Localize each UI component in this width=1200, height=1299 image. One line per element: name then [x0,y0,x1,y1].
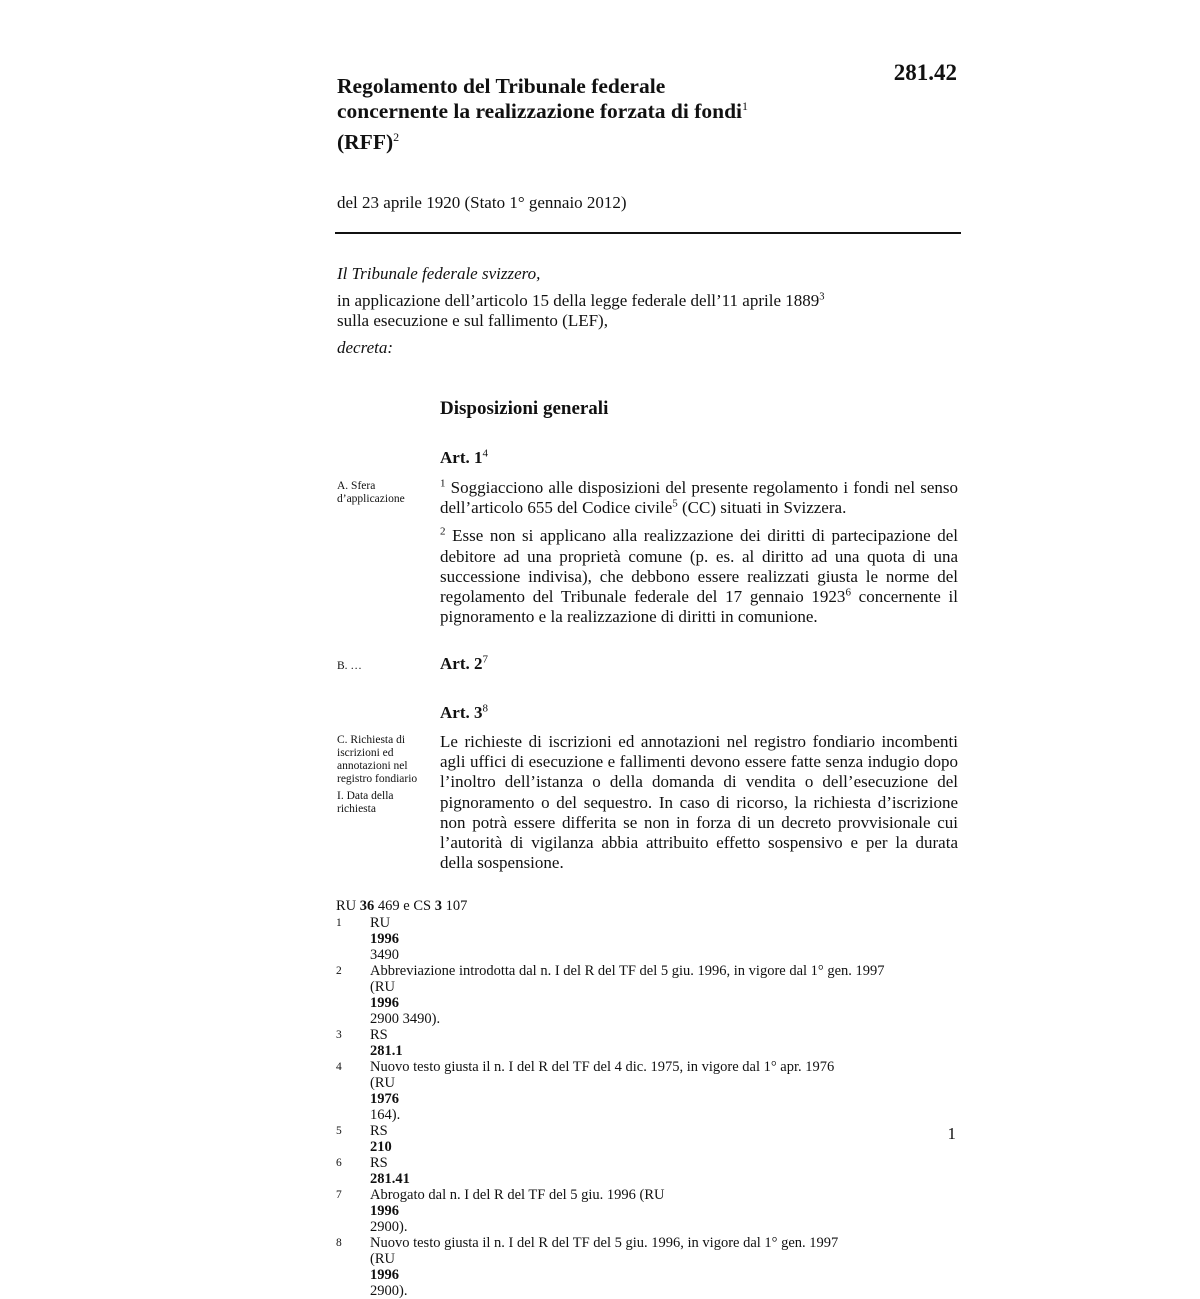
title-line-1: Regolamento del Tribunale federale [337,74,666,98]
footnote-line: RS 281.1 [370,1027,403,1059]
title-abbreviation [337,130,877,155]
margin-note-line: iscrizioni ed [337,747,394,759]
footnote-item [336,1155,956,1187]
preamble [337,264,957,358]
footnote-item [336,1187,956,1235]
footnote-text [370,1027,956,1059]
paragraph-text: (CC) situati in Svizzera. [677,498,847,518]
footnote-ref[interactable]: 4 [482,447,488,460]
paragraph-text: Esse non si applicano alla realizzazione dei diritti di partecipazione del debitore ad una proprietà comune (p. es. al diritto ad una quota di una successione indivisa), che debbono essere realizzati giusta le norme del regolamento del Tribunale federale del 17 gennaio 1923 [440,526,958,607]
preamble-decree: decreta: [337,337,394,357]
margin-note-line: C. Richiesta di [337,734,406,746]
article-title-text: Art. 3 [440,703,483,722]
header-divider [335,232,961,234]
footnote-line: RS 281.41 [370,1155,410,1187]
paragraph-text: Soggiacciono alle disposizioni del presente regolamento i fondi nel senso dell’articolo 655 del Codice civile [440,478,958,518]
footnote-number: 8 [336,1237,342,1249]
article-2-title [440,654,488,674]
footnote-line: RU 1996 3490 [370,915,399,963]
article-3-title [440,703,488,723]
date-line: del 23 aprile 1920 (Stato 1° gennaio 2012) [337,193,627,212]
article-1-margin-note [337,480,421,506]
article-title-text: Art. 2 [440,654,483,673]
footnote-line: Nuovo testo giusta il n. I del R del TF del 4 dic. 1975, in vigore dal 1° apr. 1976 [370,1059,835,1075]
article-1-body [440,478,958,627]
footnote-number: 5 [336,1125,342,1137]
footnote-text [370,1123,956,1155]
margin-note-line: B. … [337,660,362,672]
margin-note-line: A. Sfera [337,480,376,492]
footnote-text [370,963,956,1027]
footnote-ref[interactable]: 2 [393,129,400,144]
article-3-margin-note [337,734,421,816]
margin-note-line: d’applicazione [337,493,405,505]
footnote-text [370,1155,956,1187]
footnote-line: (RU 1996 2900). [370,1251,408,1299]
footnote-item [336,963,956,1027]
footnote-line: RS 210 [370,1123,392,1155]
article-3-paragraph: Le richieste di iscrizioni ed annotazioni nel registro fondiario incombenti agli uffici di esecuzione e fallimenti devono essere fatte senza indugio dopo l’inoltro dell’istanza o della domanda di vendita o dell’esecuzione del pignoramento o del sequestro. In caso di ricorso, la richiesta d’iscrizione non potrà essere differita se non in forza di un decreto provvisionale cui l’autorità di vigilanza abbia attribuito effetto sospensivo e per la durata della sospensione. [440,732,958,873]
preamble-issuer: Il Tribunale federale svizzero, [337,264,541,283]
footnote-text [370,1187,956,1235]
sr-number: 281.42 [893,60,957,85]
footnote-number: 4 [336,1061,342,1073]
title-line-2 [337,99,877,124]
footnote-number: 7 [336,1189,342,1201]
article-2-margin-note [337,660,421,673]
preamble-basis-text: in applicazione dell’articolo 15 della legge federale dell’11 aprile 1889 [337,290,820,310]
footnote-line: (RU 1976 164). [370,1075,401,1123]
paragraph-number: 1 [440,477,446,490]
footnote-number: 3 [336,1029,342,1041]
footnote-number: 2 [336,965,342,977]
footnote-number: 1 [336,917,342,929]
footnote-item [336,1059,956,1123]
paragraph-number: 2 [440,525,446,538]
footnote-line: (RU 1996 2900 3490). [370,979,441,1027]
abbreviation-text: (RFF) [337,130,394,154]
margin-note-line: I. Data della [337,790,394,802]
footnote-ref[interactable]: 6 [845,586,851,599]
article-title-text: Art. 1 [440,448,483,467]
footnote-line: Nuovo testo giusta il n. I del R del TF del 5 giu. 1996, in vigore dal 1° gen. 1997 [370,1235,839,1251]
footnote-text [370,915,956,963]
title-line-2-text: concernente la realizzazione forzata di fondi [337,99,743,123]
article-1-paragraph-1 [440,478,958,518]
footnote-ref[interactable]: 7 [482,653,488,666]
section-heading: Disposizioni generali [440,398,609,419]
article-3-body [440,732,958,873]
page-number: 1 [947,1124,956,1143]
footnote-ref[interactable]: 1 [742,98,749,113]
preamble-basis-line-2: sulla esecuzione e sul fallimento (LEF), [337,311,608,330]
footnote-item [336,1027,956,1059]
article-1-paragraph-2 [440,526,958,627]
margin-note-line: richiesta [337,803,376,815]
footnote-ref[interactable]: 3 [819,290,825,302]
footnote-number: 6 [336,1157,342,1169]
footnote-text [370,1235,956,1299]
footnote-item [336,1235,956,1299]
footnote-ref[interactable]: 5 [672,497,678,510]
margin-note-line: annotazioni nel [337,760,408,772]
preamble-basis-line-1 [337,291,957,312]
footnote-text [370,1059,956,1123]
paragraph-text: concernente il pignoramento e la realizzazione di diritti in comunione. [440,587,958,627]
footnote-ref[interactable]: 8 [482,702,488,715]
document-title [337,74,877,155]
footnote-item [336,915,956,963]
footnote-line: Abrogato dal n. I del R del TF del 5 giu. 1996 (RU 1996 2900). [370,1187,665,1235]
footnote-item [336,1123,956,1155]
footnote-line: Abbreviazione introdotta dal n. I del R del TF del 5 giu. 1996, in vigore dal 1° gen. 1997 [370,963,885,979]
article-1-title [440,448,488,468]
margin-note-line: registro fondiario [337,773,418,785]
footnote-source: RU 36 469 e CS 3 107 [336,898,468,914]
footnotes [336,898,956,1299]
